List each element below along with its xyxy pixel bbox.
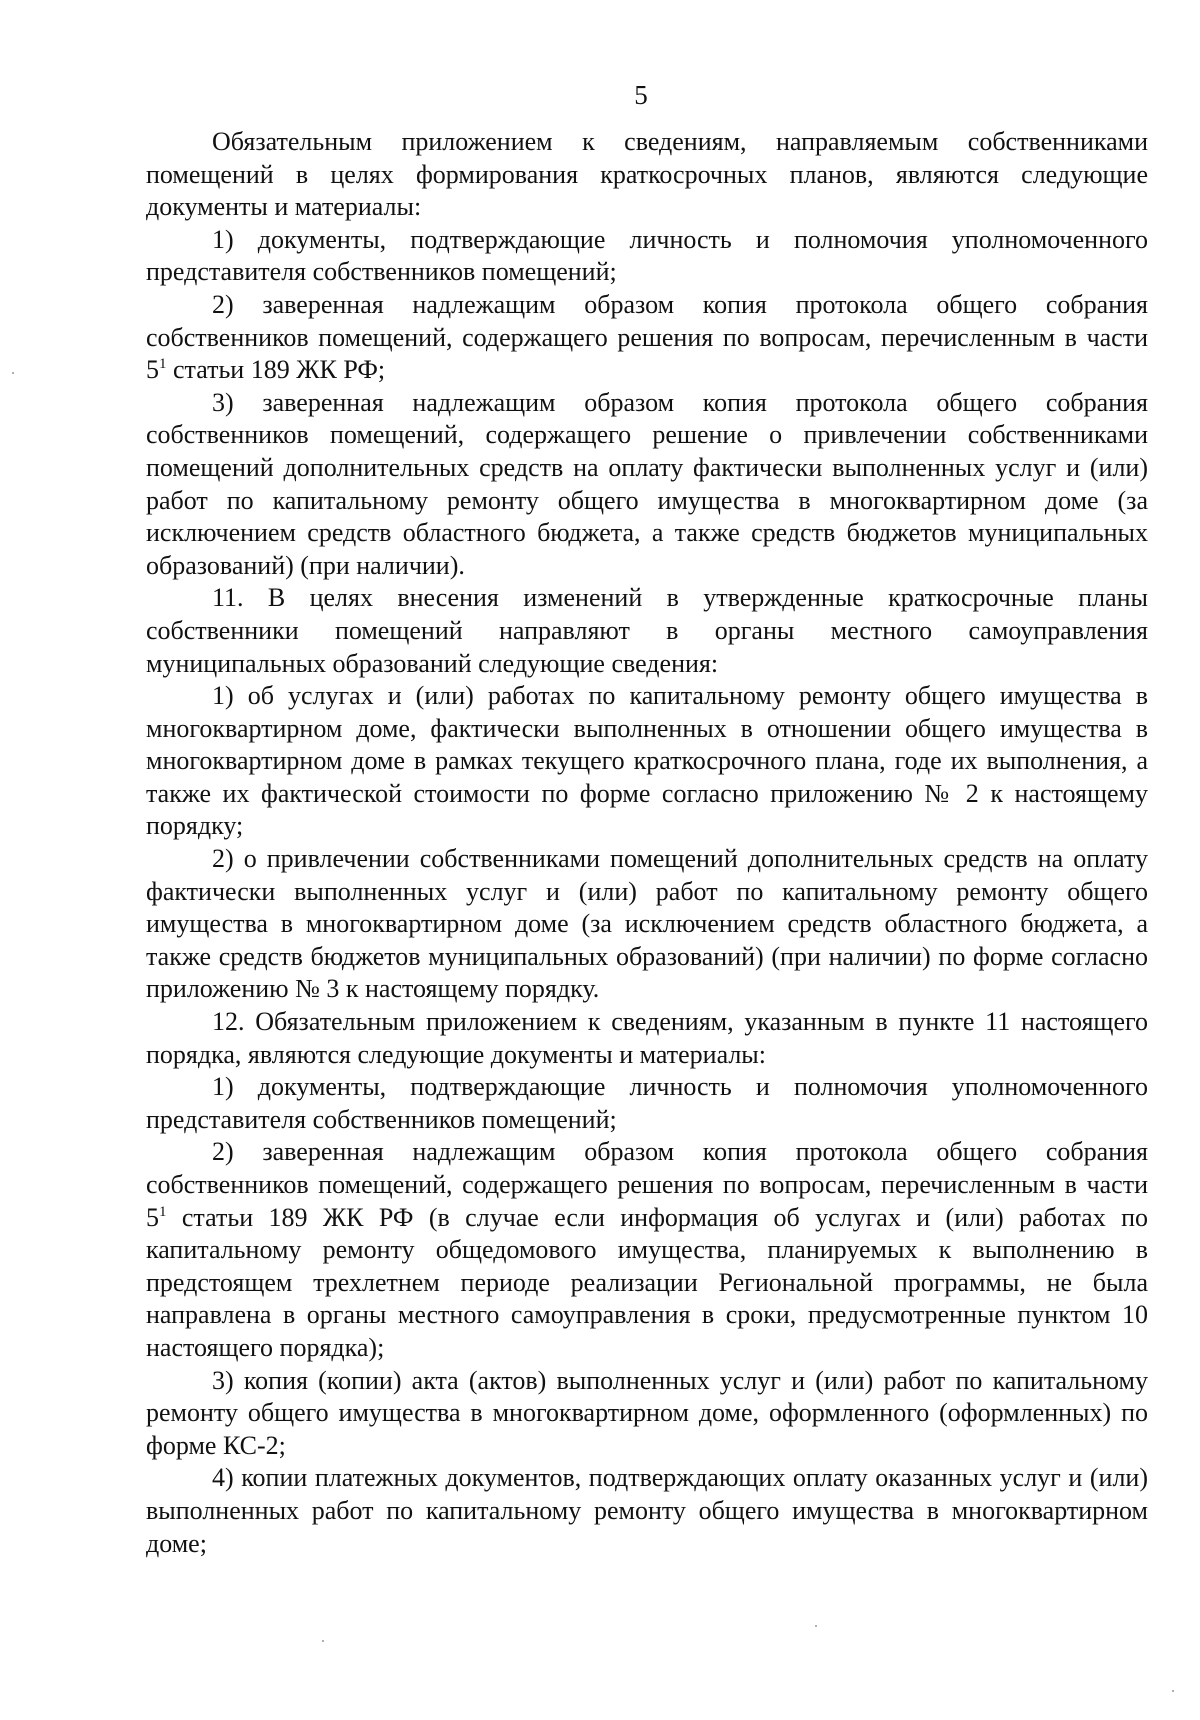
list-item-identity-docs-2: 1) документы, подтверждающие личность и полномочия уполномоченного представителя собственников помещений; <box>146 1072 1148 1134</box>
scan-speck <box>322 1640 324 1642</box>
paragraph-clause-12: 12. Обязательным приложением к сведениям, указанным в пункте 11 настоящего порядка, являются следующие документы и материалы: <box>146 1007 1148 1069</box>
text-run: 2) заверенная надлежащим образом копия протокола общего собрания собственников помещений, содержащего решения по вопросам, перечисленным в части 5 <box>146 289 1148 385</box>
superscript: 1 <box>159 356 167 373</box>
list-item-protocol-copy-2 <box>146 1136 1148 1364</box>
scan-speck <box>1172 1690 1174 1692</box>
text-run: статьи 189 ЖК РФ (в случае если информация об услугах и (или) работах по капитальному ремонту общедомового имущества, планируемых к выполнению в предстоящем трехлетнем периоде реализации Региональной программы, не была направлена в органы местного самоуправления в сроки, предусмотренные пунктом 10 настоящего порядка); <box>146 1202 1148 1362</box>
superscript: 1 <box>159 1203 167 1220</box>
paragraph-intro: Обязательным приложением к сведениям, направляемым собственниками помещений в целях формирования краткосрочных планов, являются следующие документы и материалы: <box>146 127 1148 222</box>
list-item-identity-docs: 1) документы, подтверждающие личность и полномочия уполномоченного представителя собственников помещений; <box>146 224 1148 287</box>
list-item-additional-funds: 2) о привлечении собственниками помещений дополнительных средств на оплату фактически выполненных услуг и (или) работ по капитальному ремонту общего имущества в многоквартирном доме (за исключением средств областного бюджета, а также средств бюджетов муниципальных образований) (при наличии) по форме согласно приложению № 3 к настоящему порядку. <box>146 844 1148 1004</box>
text-run: 2) заверенная надлежащим образом копия протокола общего собрания собственников помещений, содержащего решения по вопросам, перечисленным в части 5 <box>146 1137 1148 1232</box>
list-item-payment-docs: 4) копии платежных документов, подтверждающих оплату оказанных услуг и (или) выполненных работ по капитальному ремонту общего имущества в многоквартирном доме; <box>146 1463 1148 1558</box>
text-run: статьи 189 ЖК РФ; <box>166 355 386 385</box>
scan-speck <box>12 372 14 374</box>
paragraph-clause-11: 11. В целях внесения изменений в утвержденные краткосрочные планы собственники помещений направляют в органы местного самоуправления муниципальных образований следующие сведения: <box>146 583 1148 678</box>
document-body <box>146 126 1148 1560</box>
list-item-protocol-additional-funds: 3) заверенная надлежащим образом копия протокола общего собрания собственников помещений, содержащего решение о привлечении собственниками помещений дополнительных средств на оплату фактически выполненных услуг и (или) работ по капитальному ремонту общего имущества в многоквартирном доме (за исключением средств областного бюджета, а также средств бюджетов муниципальных образований) (при наличии). <box>146 387 1148 580</box>
list-item-protocol-copy <box>146 289 1148 387</box>
scan-speck <box>815 1625 817 1627</box>
list-item-services-performed: 1) об услугах и (или) работах по капитальному ремонту общего имущества в многоквартирном доме, фактически выполненных в отношении общего имущества в многоквартирном доме в рамках текущего краткосрочного плана, годе их выполнения, а также их фактической стоимости по форме согласно приложению № 2 к настоящему порядку; <box>146 681 1148 841</box>
page-number: 5 <box>634 80 648 110</box>
list-item-acts-copy: 3) копия (копии) акта (актов) выполненных услуг и (или) работ по капитальному ремонту общего имущества в многоквартирном доме, оформленного (оформленных) по форме КС-2; <box>146 1365 1148 1460</box>
